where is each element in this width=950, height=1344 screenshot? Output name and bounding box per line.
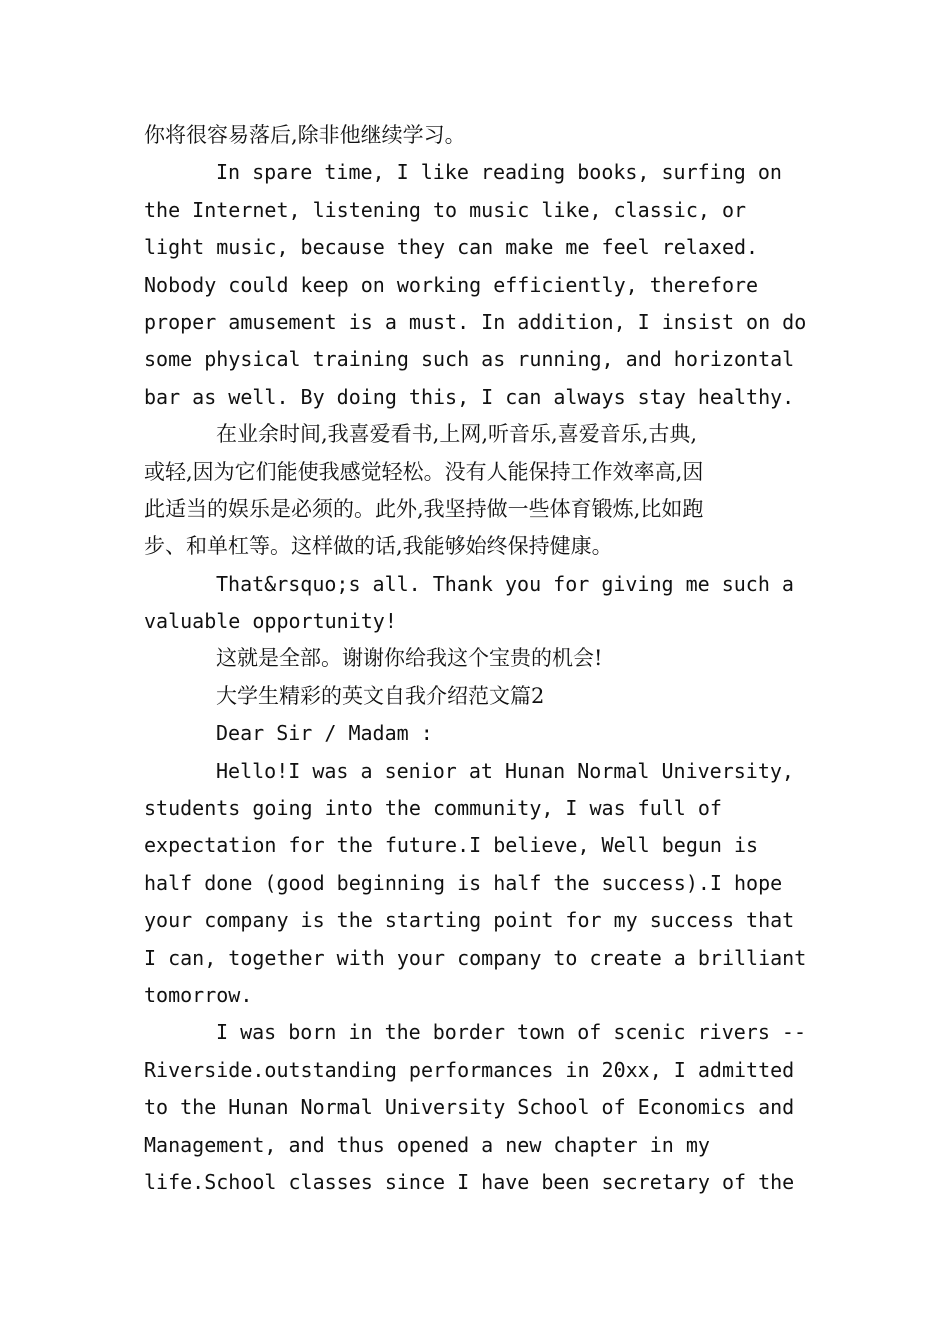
text-line: 此适当的娱乐是必须的。此外,我坚持做一些体育锻炼,比如跑 (144, 496, 704, 521)
text-line: 在业余时间,我喜爱看书,上网,听音乐,喜爱音乐,古典, (216, 422, 698, 447)
text-line: light music, because they can make me feel relaxed. (144, 235, 759, 260)
text-line: Riverside.outstanding performances in 20xx, I admitted (144, 1057, 795, 1082)
text-line: 步、和单杠等。这样做的话,我能够始终保持健康。 (144, 534, 613, 559)
text-line: tomorrow. (144, 982, 253, 1007)
text-line: life.School classes since I have been secretary of the (144, 1169, 795, 1194)
text-line: Hello!I was a senior at Hunan Normal University, (216, 758, 794, 783)
text-line: proper amusement is a must. In addition, I insist on do (144, 309, 807, 334)
text-line: bar as well. By doing this, I can always stay healthy. (144, 384, 795, 409)
section-heading: 大学生精彩的英文自我介绍范文篇2 (216, 683, 545, 708)
text-line: I was born in the border town of scenic rivers -- (216, 1020, 807, 1045)
salutation: Dear Sir / Madam : (216, 721, 433, 746)
text-line: That&rsquo;s all. Thank you for giving me such a (216, 571, 794, 596)
text-line: Management, and thus opened a new chapter in my (144, 1132, 710, 1157)
text-line: valuable opportunity! (144, 609, 397, 634)
text-line: half done (good beginning is half the success).I hope (144, 870, 783, 895)
text-line: to the Hunan Normal University School of Economics and (144, 1095, 795, 1120)
text-line: 或轻,因为它们能使我感觉轻松。没有人能保持工作效率高,因 (144, 459, 704, 484)
text-line: 这就是全部。谢谢你给我这个宝贵的机会! (216, 646, 603, 671)
document-body (144, 117, 806, 1201)
text-line: the Internet, listening to music like, classic, or (144, 197, 747, 222)
text-line: expectation for the future.I believe, Well begun is (144, 833, 759, 858)
text-line: 你将很容易落后,除非他继续学习。 (144, 123, 466, 147)
text-line: your company is the starting point for my success that (144, 908, 795, 933)
text-line: some physical training such as running, and horizontal (144, 347, 795, 372)
text-line: In spare time, I like reading books, surfing on (216, 160, 782, 185)
text-line: Nobody could keep on working efficiently, therefore (144, 272, 759, 297)
text-line: students going into the community, I was full of (144, 796, 722, 821)
text-line: I can, together with your company to create a brilliant (144, 945, 807, 970)
